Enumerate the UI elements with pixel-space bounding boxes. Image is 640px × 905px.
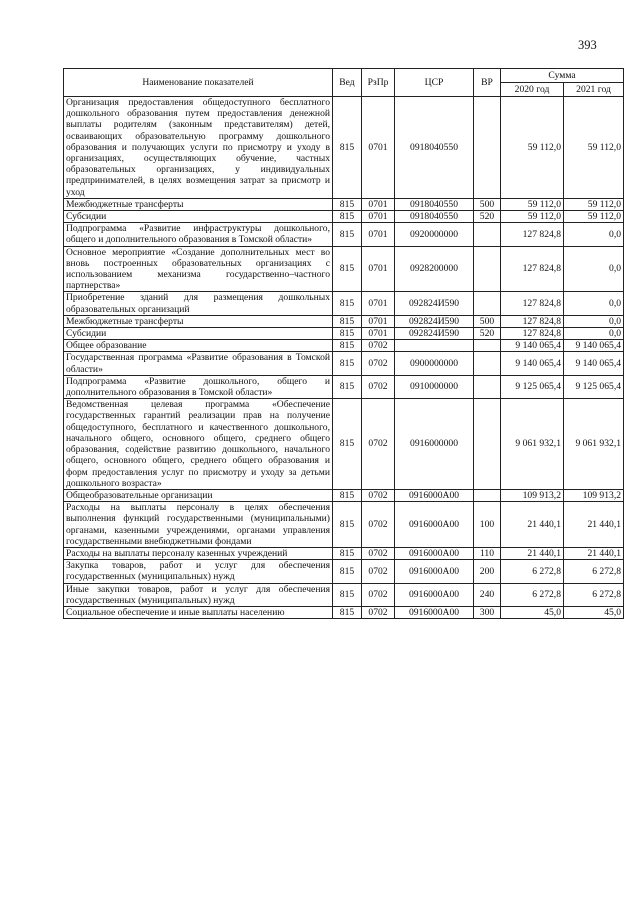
- table-cell-2020: 59 112,0: [501, 211, 564, 223]
- table-cell-vr: 240: [474, 583, 501, 606]
- table-cell-ved: 815: [333, 292, 362, 315]
- header-ved: Вед: [333, 69, 362, 97]
- table-cell-name: Расходы на выплаты персоналу казенных учреждений: [64, 547, 333, 559]
- header-name: Наименование показателей: [64, 69, 333, 97]
- page-number: 393: [578, 38, 597, 52]
- table-cell-ved: 815: [333, 560, 362, 583]
- table-cell-csr: 0916000A00: [395, 583, 474, 606]
- header-vr: ВР: [474, 69, 501, 97]
- table-cell-2021: 0,0: [564, 328, 624, 340]
- table-cell-csr: 0928200000: [395, 246, 474, 292]
- table-cell-csr: 0918040550: [395, 198, 474, 210]
- table-cell-2021: 59 112,0: [564, 97, 624, 199]
- table-cell-2021: 21 440,1: [564, 502, 624, 548]
- table-row: [64, 97, 624, 199]
- table-cell-rzpr: 0701: [362, 198, 395, 210]
- table-cell-2020: 6 272,8: [501, 560, 564, 583]
- table-cell-vr: [474, 97, 501, 199]
- table-cell-csr: 0920000000: [395, 223, 474, 246]
- table-cell-rzpr: 0702: [362, 489, 395, 501]
- table-cell-2020: 9 140 065,4: [501, 352, 564, 375]
- table-cell-name: Ведомственная целевая программа «Обеспечение государственных гарантий реализации прав на получение общедоступного, бесплатного и качественного дошкольного, начального общего, основного общего, среднего общего образования, содействие развитию дошкольного, начального общего, основного общего, среднего общего образования и форм предоставления услуг по присмотру и уходу за детьми дошкольного возраста»: [64, 399, 333, 490]
- table-cell-rzpr: 0702: [362, 375, 395, 398]
- table-cell-csr: 0918040550: [395, 97, 474, 199]
- table-row: [64, 315, 624, 327]
- table-cell-csr: 0910000000: [395, 375, 474, 398]
- header-2021: 2021 год: [564, 83, 624, 97]
- table-cell-ved: 815: [333, 198, 362, 210]
- table-cell-2020: 59 112,0: [501, 198, 564, 210]
- table-cell-rzpr: 0702: [362, 560, 395, 583]
- table-cell-rzpr: 0701: [362, 97, 395, 199]
- table-cell-name: Подпрограмма «Развитие дошкольного, общего и дополнительного образования в Томской области»: [64, 375, 333, 398]
- table-cell-2021: 59 112,0: [564, 198, 624, 210]
- table-cell-rzpr: 0701: [362, 315, 395, 327]
- table-cell-csr: 092824И590: [395, 292, 474, 315]
- table-cell-2020: 127 824,8: [501, 315, 564, 327]
- table-cell-2021: 9 140 065,4: [564, 340, 624, 352]
- table-cell-name: Закупка товаров, работ и услуг для обеспечения государственных (муниципальных) нужд: [64, 560, 333, 583]
- table-cell-2020: 21 440,1: [501, 547, 564, 559]
- table-cell-name: Иные закупки товаров, работ и услуг для обеспечения государственных (муниципальных) нужд: [64, 583, 333, 606]
- table-cell-ved: 815: [333, 352, 362, 375]
- table-cell-2020: 6 272,8: [501, 583, 564, 606]
- table-cell-2020: 9 140 065,4: [501, 340, 564, 352]
- table-cell-csr: 092824И590: [395, 328, 474, 340]
- table-cell-csr: 0900000000: [395, 352, 474, 375]
- table-cell-name: Подпрограмма «Развитие инфраструктуры дошкольного, общего и дополнительного образования в Томской области»: [64, 223, 333, 246]
- table-cell-2021: 0,0: [564, 223, 624, 246]
- table-cell-vr: 500: [474, 198, 501, 210]
- table-cell-vr: [474, 246, 501, 292]
- table-row: [64, 560, 624, 583]
- table-cell-vr: 100: [474, 502, 501, 548]
- table-cell-csr: 0916000A00: [395, 560, 474, 583]
- table-cell-vr: [474, 292, 501, 315]
- table-cell-rzpr: 0701: [362, 223, 395, 246]
- table-cell-rzpr: 0702: [362, 399, 395, 490]
- table-cell-2021: 9 140 065,4: [564, 352, 624, 375]
- table-row: [64, 583, 624, 606]
- table-cell-ved: 815: [333, 97, 362, 199]
- table-cell-csr: 0916000A00: [395, 547, 474, 559]
- table-cell-2020: 109 913,2: [501, 489, 564, 501]
- table-cell-vr: 520: [474, 211, 501, 223]
- table-cell-vr: [474, 489, 501, 501]
- table-row: [64, 606, 624, 618]
- header-csr: ЦСР: [395, 69, 474, 97]
- table-cell-name: Межбюджетные трансферты: [64, 315, 333, 327]
- table-cell-ved: 815: [333, 375, 362, 398]
- table-cell-csr: 0916000000: [395, 399, 474, 490]
- table-cell-2021: 6 272,8: [564, 560, 624, 583]
- table-cell-2020: 127 824,8: [501, 328, 564, 340]
- table-cell-csr: 0916000A00: [395, 489, 474, 501]
- table-cell-rzpr: 0701: [362, 211, 395, 223]
- table-cell-vr: [474, 399, 501, 490]
- table-cell-vr: [474, 223, 501, 246]
- table-cell-csr: 0916000A00: [395, 502, 474, 548]
- table-cell-2021: 21 440,1: [564, 547, 624, 559]
- table-row: [64, 489, 624, 501]
- table-cell-csr: 092824И590: [395, 315, 474, 327]
- table-row: [64, 198, 624, 210]
- table-cell-name: Общеобразовательные организации: [64, 489, 333, 501]
- table-cell-csr: [395, 340, 474, 352]
- table-cell-vr: [474, 340, 501, 352]
- table-cell-ved: 815: [333, 489, 362, 501]
- table-cell-2021: 109 913,2: [564, 489, 624, 501]
- table-row: [64, 292, 624, 315]
- table-cell-2021: 59 112,0: [564, 211, 624, 223]
- table-row: [64, 352, 624, 375]
- table-body: [64, 97, 624, 619]
- table-cell-2021: 6 272,8: [564, 583, 624, 606]
- table-cell-2021: 45,0: [564, 606, 624, 618]
- table-row: [64, 375, 624, 398]
- table-row: [64, 328, 624, 340]
- table-cell-2020: 127 824,8: [501, 292, 564, 315]
- budget-table: [63, 68, 624, 619]
- table-cell-vr: 520: [474, 328, 501, 340]
- table-cell-rzpr: 0702: [362, 340, 395, 352]
- table-cell-vr: 200: [474, 560, 501, 583]
- header-sum: Сумма: [501, 69, 624, 83]
- table-cell-ved: 815: [333, 223, 362, 246]
- table-row: [64, 211, 624, 223]
- table-cell-name: Социальное обеспечение и иные выплаты населению: [64, 606, 333, 618]
- header-rzpr: РзПр: [362, 69, 395, 97]
- table-cell-vr: [474, 375, 501, 398]
- table-cell-ved: 815: [333, 246, 362, 292]
- table-cell-name: Основное мероприятие «Создание дополнительных мест во вновь построенных образовательных организациях с использованием механизма государственно–частного партнерства»: [64, 246, 333, 292]
- table-cell-name: Общее образование: [64, 340, 333, 352]
- table-cell-vr: 110: [474, 547, 501, 559]
- table-cell-2021: 9 061 932,1: [564, 399, 624, 490]
- table-cell-2021: 0,0: [564, 315, 624, 327]
- table-row: [64, 399, 624, 490]
- table-cell-ved: 815: [333, 606, 362, 618]
- table-cell-name: Субсидии: [64, 328, 333, 340]
- table-row: [64, 547, 624, 559]
- table-cell-name: Государственная программа «Развитие образования в Томской области»: [64, 352, 333, 375]
- table-cell-name: Расходы на выплаты персоналу в целях обеспечения выполнения функций государственными (муниципальными) органами, казенными учреждениями, органами управления государственными внебюджетными фондами: [64, 502, 333, 548]
- table-cell-vr: 500: [474, 315, 501, 327]
- table-cell-name: Межбюджетные трансферты: [64, 198, 333, 210]
- table-cell-rzpr: 0702: [362, 352, 395, 375]
- table-row: [64, 340, 624, 352]
- table-cell-2020: 9 125 065,4: [501, 375, 564, 398]
- table-cell-rzpr: 0701: [362, 328, 395, 340]
- table-cell-2021: 0,0: [564, 292, 624, 315]
- table-cell-2020: 9 061 932,1: [501, 399, 564, 490]
- table-cell-ved: 815: [333, 583, 362, 606]
- table-cell-csr: 0918040550: [395, 211, 474, 223]
- table-cell-2020: 21 440,1: [501, 502, 564, 548]
- table-cell-name: Субсидии: [64, 211, 333, 223]
- table-cell-vr: 300: [474, 606, 501, 618]
- table-cell-2020: 59 112,0: [501, 97, 564, 199]
- table-cell-2021: 0,0: [564, 246, 624, 292]
- header-2020: 2020 год: [501, 83, 564, 97]
- table-cell-rzpr: 0702: [362, 606, 395, 618]
- table-cell-2020: 127 824,8: [501, 223, 564, 246]
- table-cell-name: Организация предоставления общедоступного бесплатного дошкольного образования путем предоставления денежной выплаты родителям (законным представителям) детей, осваивающих образовательную программу дошкольного образования и получающих услуги по присмотру и уходу в организациях, осуществляющих обучение, частных образовательных организациях, у индивидуальных предпринимателей, в целях возмещения затрат за присмотр и уход: [64, 97, 333, 199]
- table-cell-rzpr: 0702: [362, 583, 395, 606]
- table-cell-vr: [474, 352, 501, 375]
- table-row: [64, 223, 624, 246]
- table-cell-rzpr: 0702: [362, 502, 395, 548]
- table-cell-ved: 815: [333, 399, 362, 490]
- table-row: [64, 246, 624, 292]
- table-cell-2020: 127 824,8: [501, 246, 564, 292]
- table-cell-ved: 815: [333, 328, 362, 340]
- table-cell-name: Приобретение зданий для размещения дошкольных образовательных организаций: [64, 292, 333, 315]
- table-cell-rzpr: 0702: [362, 547, 395, 559]
- table-cell-ved: 815: [333, 502, 362, 548]
- table-row: [64, 502, 624, 548]
- table-cell-rzpr: 0701: [362, 246, 395, 292]
- table-cell-csr: 0916000A00: [395, 606, 474, 618]
- table-cell-rzpr: 0701: [362, 292, 395, 315]
- table-cell-ved: 815: [333, 211, 362, 223]
- table-cell-ved: 815: [333, 315, 362, 327]
- table-cell-2020: 45,0: [501, 606, 564, 618]
- table-cell-2021: 9 125 065,4: [564, 375, 624, 398]
- table-cell-ved: 815: [333, 340, 362, 352]
- table-cell-ved: 815: [333, 547, 362, 559]
